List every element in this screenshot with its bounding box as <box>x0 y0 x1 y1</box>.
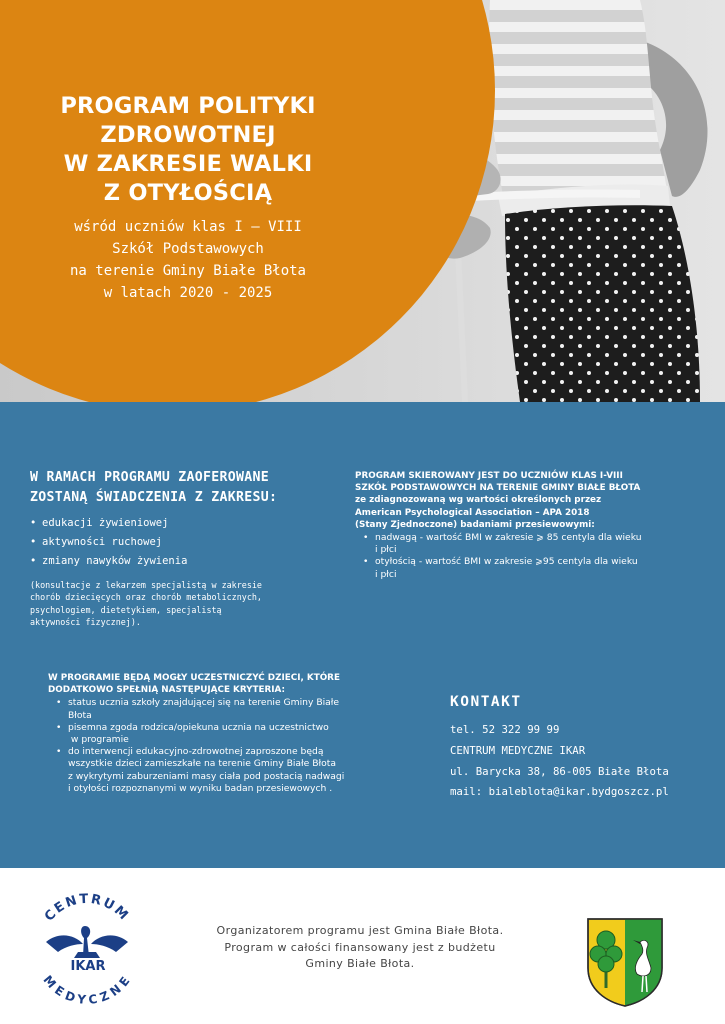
ikar-logo <box>28 886 146 1006</box>
logo-bottom-text: MEDYCZNE <box>40 972 134 1006</box>
hero-text <box>0 92 376 304</box>
criteria-heading: W PROGRAMIE BĘDĄ MOGŁY UCZESTNICZYĆ DZIECI, KTÓRE DODATKOWO SPEŁNIĄ NASTĘPUJĄCE KRYTERIA: <box>48 673 340 696</box>
list-item: • status ucznia szkoły znajdującej się na terenie Gminy Białe Błota <box>56 697 398 721</box>
criteria-block <box>48 672 398 795</box>
program-subtitle: wśród uczniów klas I – VIII Szkół Podstawowych na terenie Gminy Białe Błota w latach 2020 - 2025 <box>69 219 306 301</box>
hero-banner <box>0 0 725 402</box>
services-list <box>30 514 340 571</box>
list-item: • aktywności ruchowej <box>30 533 340 552</box>
logo-top-text: CENTRUM <box>41 891 132 925</box>
services-block <box>30 468 340 629</box>
email-link[interactable]: mail: bialeblota@ikar.bydgoszcz.pl <box>450 785 669 799</box>
center-name: CENTRUM MEDYCZNE IKAR <box>450 743 586 757</box>
phone-number[interactable]: tel. 52 322 99 99 <box>450 723 560 736</box>
logo-ikar-text: IKAR <box>70 959 106 974</box>
consultation-note: (konsultacje z lekarzem specjalistą w zakresie chorób dziecięcych oraz chorób metabolicznych, psychologiem, dietetykiem, specjalistą aktywności fizycznej). <box>30 580 262 628</box>
organizer-note: Organizatorem programu jest Gmina Białe Błota. Program w całości finansowany jest z budżetu Gminy Białe Błota. <box>216 924 504 971</box>
contact-heading: KONTAKT <box>450 694 522 710</box>
list-item: • nadwagą - wartość BMI w zakresie ⩾ 85 centyla dla wieku i płci <box>363 532 710 556</box>
contact-details <box>450 720 710 803</box>
svg-text:MEDYCZNE <box>40 973 133 1006</box>
program-info-section <box>0 402 725 868</box>
list-item: • zmiany nawyków żywienia <box>30 552 340 571</box>
services-heading: W RAMACH PROGRAMU ZAOFEROWANE ZOSTANĄ ŚWIADCZENIA Z ZAKRESU: <box>30 470 278 505</box>
criteria-list <box>56 697 398 795</box>
target-group-block <box>355 470 710 581</box>
program-title: PROGRAM POLITYKI ZDROWOTNEJ W ZAKRESIE WALKI Z OTYŁOŚCIĄ <box>60 93 316 206</box>
target-heading: PROGRAM SKIEROWANY JEST DO UCZNIÓW KLAS I-VIII SZKÓŁ PODSTAWOWYCH NA TERENIE GMINY BIAŁE BŁOTA ze zdiagnozowaną wg wartości określonych przez American Psychological Association – APA 2018 (Stany Zjednoczone) badaniami przesiewowymi: <box>355 471 641 530</box>
contact-block <box>450 692 710 803</box>
address: ul. Barycka 38, 86-005 Białe Błota <box>450 764 669 778</box>
list-item: • otyłością - wartość BMI w zakresie ⩾95 centyla dla wieku i płci <box>363 556 710 580</box>
svg-text:CENTRUM <box>42 892 132 925</box>
footer <box>0 868 725 1024</box>
list-item: • pisemna zgoda rodzica/opiekuna ucznia na uczestnictwo w programie <box>56 722 398 746</box>
coat-of-arms-icon <box>585 916 665 1008</box>
list-item: • do interwencji edukacyjno-zdrowotnej zaproszone będą wszystkie dzieci zamieszkałe na terenie Gminy Białe Błota z wykrytymi zaburzeniami masy ciała pod postacią nadwagi i otyłości rozpoznanymi w wyniku badan przesiewowych . <box>56 746 398 795</box>
target-criteria-list <box>363 532 710 581</box>
list-item: • edukacji żywieniowej <box>30 514 340 533</box>
